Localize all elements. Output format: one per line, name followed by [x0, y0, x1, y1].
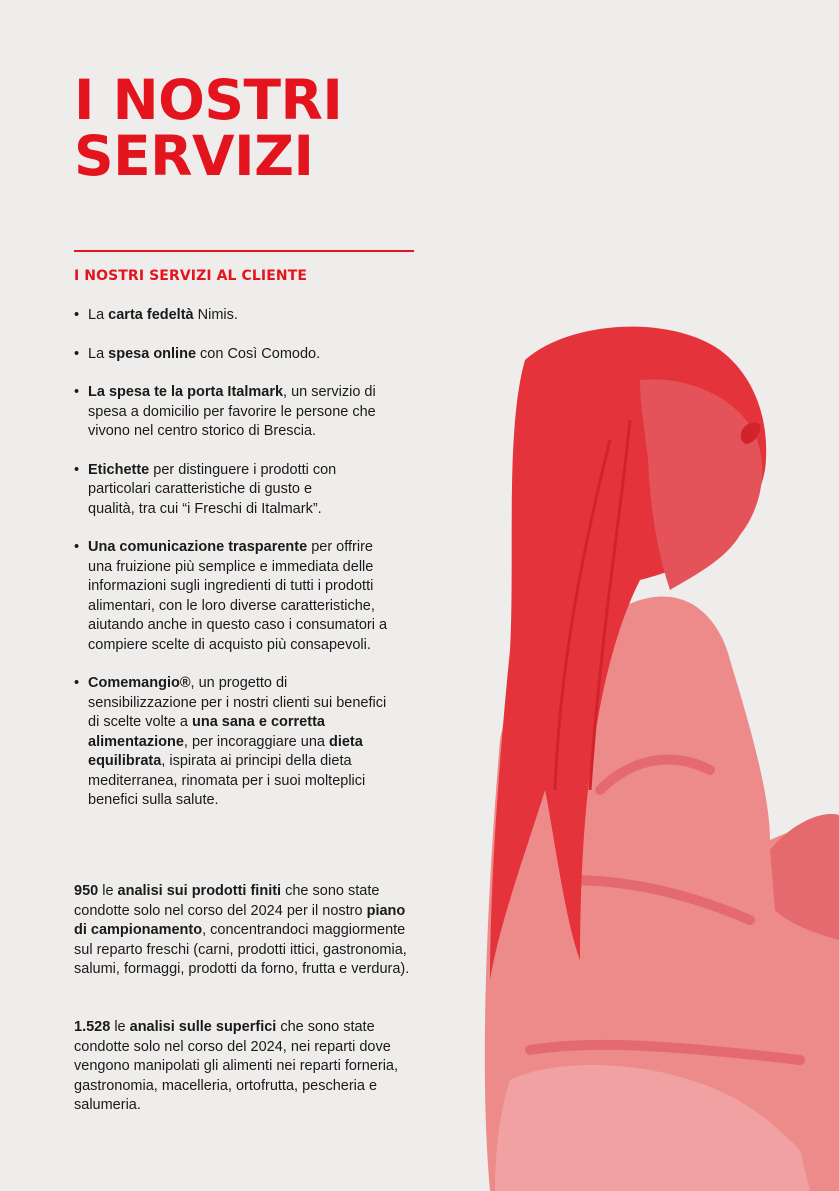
- text-run: Nimis.: [193, 307, 238, 323]
- service-item: [74, 461, 360, 520]
- text-run: che sono state condotte solo nel corso del 2024, nei reparti dove vengono manipolati gli alimenti nei reparti forneria, gastronomia, macelleria, ortofrutta, pescheria e salumeria.: [74, 1019, 399, 1113]
- section-divider: [74, 250, 414, 252]
- service-item: [74, 674, 388, 811]
- text-run: per offrire una fruizione più semplice e immediata delle informazioni sugli ingredienti di tutti i prodotti alimentari, con le loro diverse caratteristiche, aiutando anche in questo caso i consumatori a compiere scelte di acquisto più consapevoli.: [88, 539, 388, 653]
- text-run: , concentrandoci maggiormente sul reparto freschi (carni, prodotti ittici, gastronomia, salumi, formaggi, prodotti da forno, frutta e verdura).: [74, 922, 410, 977]
- bold-text: una sana e corretta alimentazione: [88, 714, 325, 750]
- bold-text: 950: [74, 883, 99, 899]
- bold-text: piano di campionamento: [74, 902, 406, 938]
- bold-text: carta fedeltà: [108, 307, 194, 323]
- bold-text: Comemangio®: [88, 675, 191, 691]
- text-run: le: [98, 883, 118, 899]
- bold-text: La spesa te la porta Italmark: [88, 384, 284, 400]
- bold-text: analisi sui prodotti finiti: [117, 883, 282, 899]
- text-run: La: [88, 307, 109, 323]
- text-run: le: [110, 1019, 130, 1035]
- service-item: [74, 306, 388, 326]
- service-item: [74, 383, 376, 442]
- service-item: [74, 538, 388, 655]
- bold-text: Una comunicazione trasparente: [88, 539, 308, 555]
- text-run: con Così Comodo.: [196, 345, 321, 362]
- text-run: che sono state condotte solo nel corso del 2024 per il nostro: [74, 883, 380, 919]
- text-run: , un progetto di sensibilizzazione per i nostri clienti sui benefici di scelte volte a: [88, 675, 387, 730]
- stat-paragraph: [74, 882, 416, 980]
- text-run: per distinguere i prodotti con particolari caratteristiche di gusto e qualità, tra cui “i Freschi di Italmark”.: [88, 461, 337, 517]
- page-title-line-1: I NOSTRI: [74, 68, 343, 132]
- bold-text: 1.528: [74, 1019, 111, 1035]
- text-run: , ispirata ai principi della dieta mediterranea, rinomata per i suoi molteplici benefici sulla salute.: [88, 753, 366, 808]
- stat-paragraph: [74, 1018, 416, 1116]
- bold-text: analisi sulle superfici: [129, 1019, 277, 1035]
- services-list: [74, 306, 424, 811]
- woman-profile-illustration: [470, 320, 839, 1191]
- page-title: [74, 68, 343, 188]
- bold-text: spesa online: [108, 345, 197, 362]
- bold-text: Etichette: [88, 461, 150, 478]
- text-run: , un servizio di spesa a domicilio per favorire le persone che vivono nel centro storico di Brescia.: [88, 384, 376, 439]
- page-title-line-2: SERVIZI: [74, 124, 314, 188]
- text-run: La: [88, 345, 109, 362]
- bold-text: dieta equilibrata: [88, 733, 363, 769]
- section-subtitle: I NOSTRI SERVIZI AL CLIENTE: [74, 268, 308, 284]
- text-run: , per incoraggiare una: [183, 733, 329, 750]
- service-item: [74, 345, 388, 365]
